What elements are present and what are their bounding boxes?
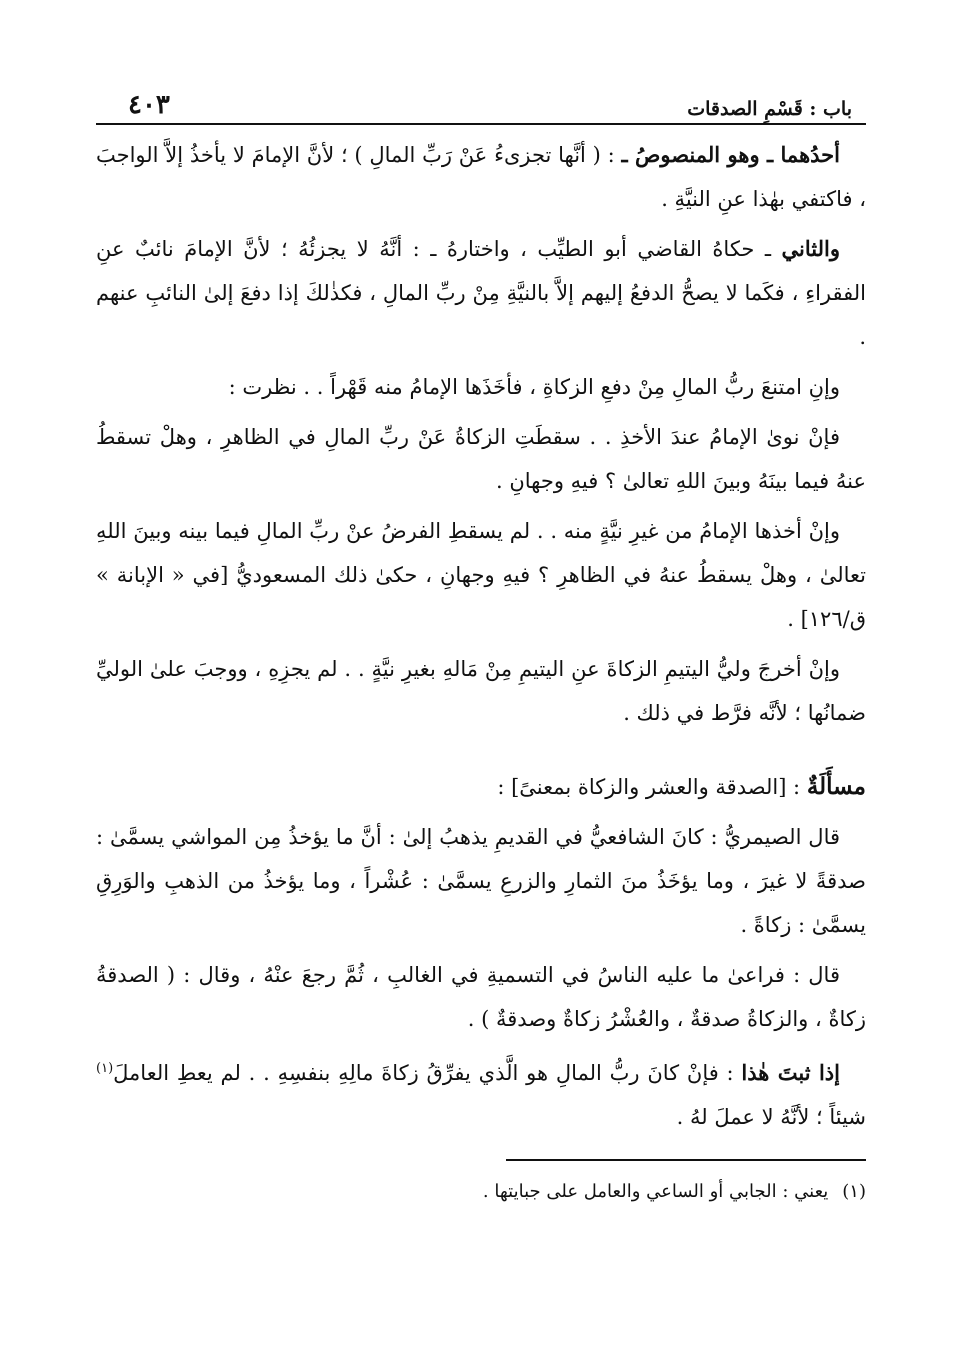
footnote bbox=[96, 1175, 866, 1209]
paragraph bbox=[96, 953, 866, 1041]
footnote-text: يعني : الجابي أو الساعي والعامل على جبايتها . bbox=[482, 1181, 829, 1202]
paragraph bbox=[96, 1047, 866, 1139]
footnote-number: (١) bbox=[842, 1181, 866, 1202]
paragraph-text: : فإنْ كانَ ربُّ المالِ هو الَّذي يفرِّقُ زكاةَ مالِهِ بنفسِهِ . . لم يعطِ العاملَ bbox=[113, 1061, 742, 1085]
paragraph-text: وإنْ أخرجَ وليُّ اليتيمِ الزكاةَ عنِ اليتيمِ مِنْ مَالهِ بغيرِ نيَّةٍ . . لم يجزِهِ ، ووجبَ علىٰ الوليِّ ضمانُها ؛ لأنَّه فرَّط في ذلك . bbox=[96, 657, 866, 725]
paragraph-text: وإنِ امتنعَ ربُّ المالِ مِنْ دفعِ الزكاةِ ، فأخَذَها الإمامُ منه قَهْراً . . نظرت : bbox=[228, 375, 840, 399]
masala-title: : [الصدقة والعشر والزكاة بمعنىً] : bbox=[497, 775, 807, 799]
paragraph-text: : ( أنَّها تجزىءُ عَنْ رَبِّ المالِ ) ؛ لأنَّ الإمامَ لا يأخذُ إلاَّ الواجبَ ، فاكتفي بهٰذا عنِ النيَّةِ . bbox=[96, 143, 866, 211]
paragraph bbox=[96, 647, 866, 735]
paragraph-text: قال : فراعىٰ ما عليه الناسُ في التسميةِ في الغالبِ ، ثُمَّ رجعَ عنْهُ ، وقال : ( الصدقةُ زكاةٌ ، والزكاةُ صدقةٌ ، والعُشْرُ زكاةٌ وصدقةٌ ) . bbox=[96, 963, 866, 1031]
running-header bbox=[96, 80, 866, 125]
page bbox=[96, 80, 866, 1209]
paragraph-lead: أحدُهما ـ وهو المنصوصُ ـ bbox=[621, 142, 840, 167]
paragraph-text: ـ حكاهُ القاضي أبو الطيِّب ، واختارهُ ـ : أنَّهُ لا يجزئُهُ ؛ لأنَّ الإمامَ نائبٌ عنِ الفقراءِ ، فكَما لا يصحُّ الدفعُ إليهم إلاَّ بالنيَّةِ مِنْ ربِّ المالِ ، فكذٰلكَ إذا دفعَ إلىٰ النائبِ عنهم . bbox=[96, 237, 866, 349]
paragraph-lead: إذا ثبتَ هٰذا bbox=[741, 1060, 840, 1085]
paragraph-lead: والثاني bbox=[781, 236, 840, 261]
paragraph bbox=[96, 227, 866, 359]
page-body bbox=[96, 133, 866, 1139]
paragraph-text: شيئاً ؛ لأنَّهُ لا عملَ لهُ . bbox=[676, 1105, 866, 1129]
masala-heading bbox=[96, 765, 866, 809]
paragraph bbox=[96, 365, 866, 409]
paragraph-text: قال الصيمريُّ : كانَ الشافعيُّ في القديمِ يذهبُ إلىٰ : أنَّ ما يؤخذُ مِن المواشي يسمَّىٰ : صدقةً لا غيرَ ، وما يؤخَذُ منَ الثمارِ والزرعِ يسمَّىٰ : عُشْراً ، وما يؤخذُ من الذهبِ والوَرِقِ يسمَّىٰ : زكاةً . bbox=[96, 825, 866, 937]
footnote-divider bbox=[506, 1159, 866, 1161]
footnote-reference[interactable]: (١) bbox=[96, 1061, 114, 1076]
paragraph-text: وإنْ أخذها الإمامُ من غيرِ نيَّةٍ منه . . لم يسقطِ الفرضُ عنْ ربِّ المالِ فيما بينه وبينَ اللهِ تعالىٰ ، وهلْ يسقطُ عنهُ في الظاهرِ ؟ فيهِ وجهانِ ، حكىٰ ذلك المسعوديُّ [في « الإبانة » ق/١٢٦] . bbox=[96, 519, 866, 631]
chapter-title: باب : قَسْمِ الصدقات bbox=[687, 98, 852, 120]
paragraph bbox=[96, 815, 866, 947]
page-number: ٤٠٣ bbox=[128, 90, 170, 120]
paragraph bbox=[96, 415, 866, 503]
masala-label: مسأَلَةٌ bbox=[806, 773, 866, 800]
paragraph bbox=[96, 509, 866, 641]
paragraph bbox=[96, 133, 866, 221]
section-gap bbox=[96, 741, 866, 765]
paragraph-text: فإنْ نوىٰ الإمامُ عندَ الأخذِ . . سقطَتِ الزكاةُ عَنْ ربِّ المالِ في الظاهرِ ، وهلْ تسقطُ عنهُ فيما بينَهُ وبينَ اللهِ تعالىٰ ؟ فيهِ وجهانِ . bbox=[96, 425, 866, 493]
